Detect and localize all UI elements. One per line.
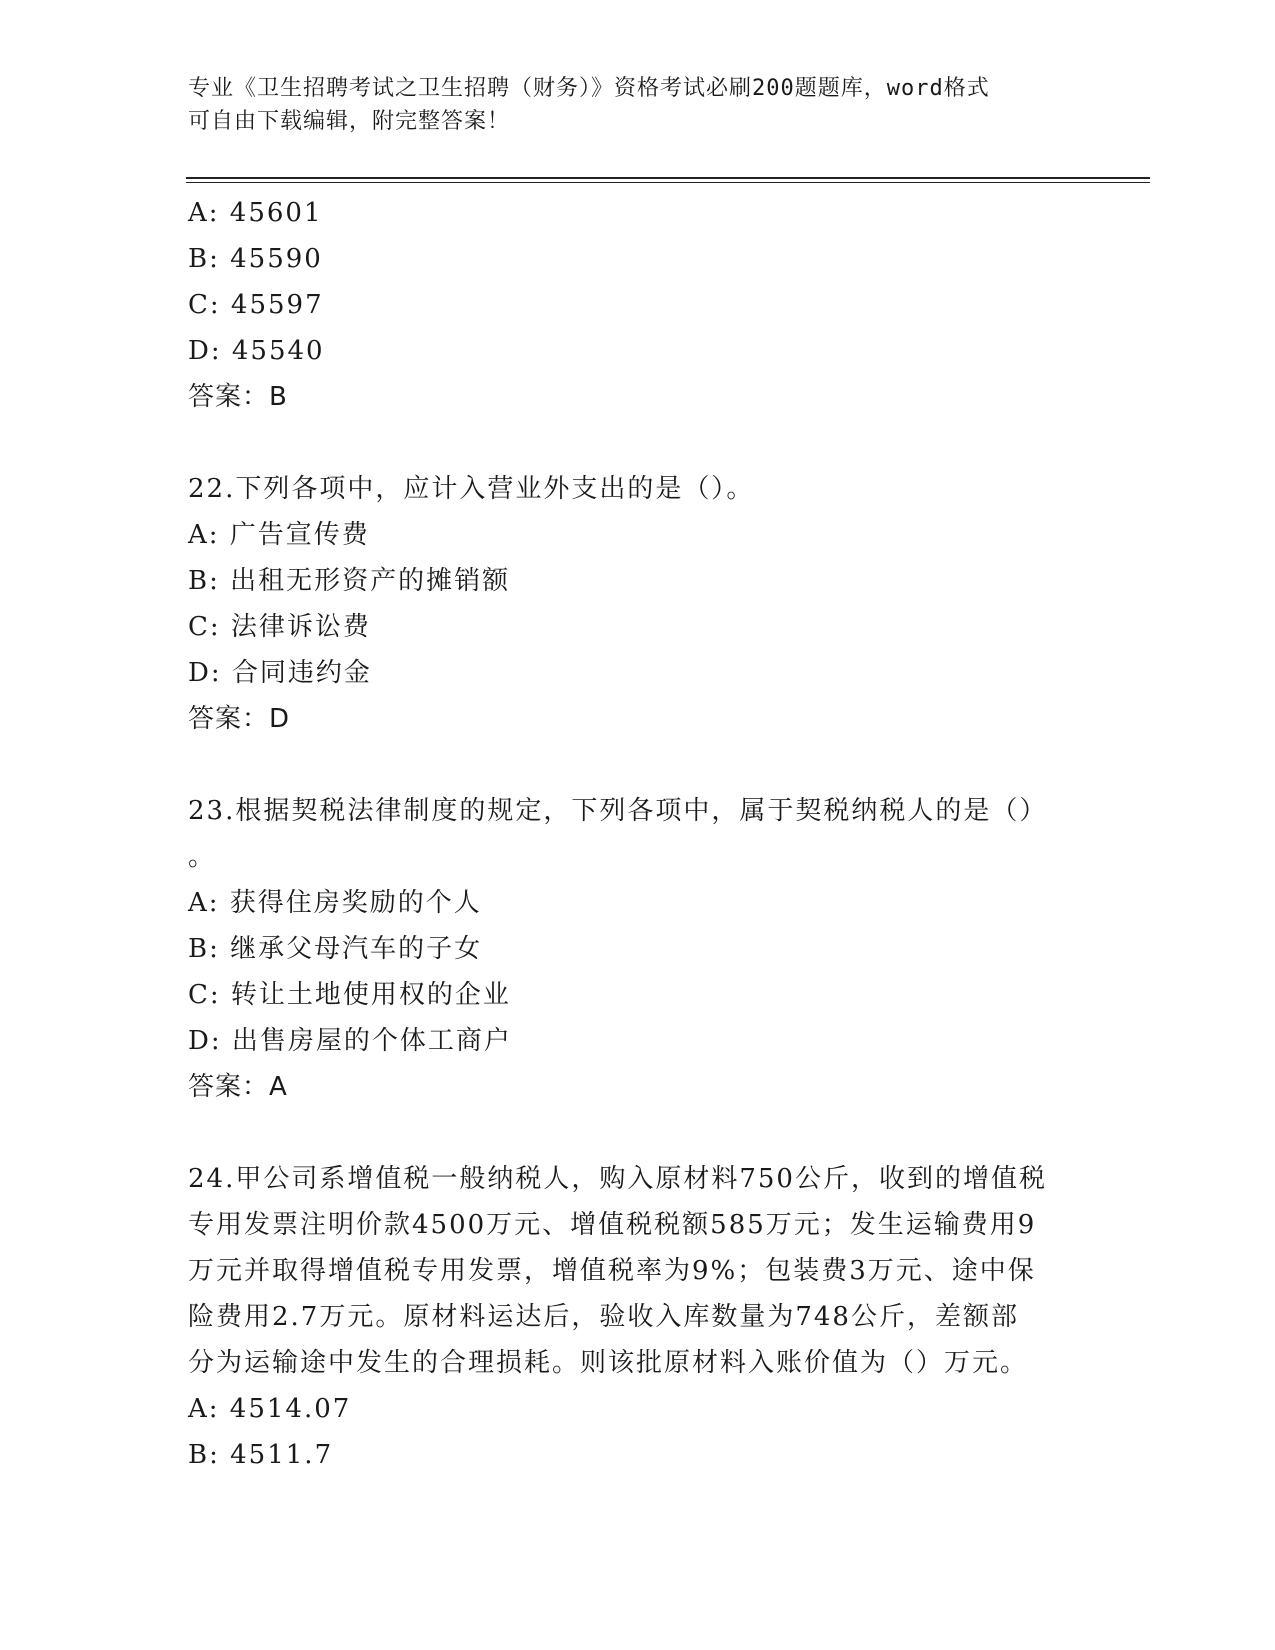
question-21	[188, 190, 1088, 420]
option-a: A: 获得住房奖励的个人	[188, 888, 482, 918]
question-stem-line-1: 23.根据契税法律制度的规定，下列各项中，属于契税纳税人的是（）	[188, 796, 1048, 826]
spacer	[188, 420, 1088, 466]
answer-line: 答案：A	[188, 1072, 288, 1102]
question-stem-line-4: 险费用2.7万元。原材料运达后，验收入库数量为748公斤，差额部	[188, 1302, 1019, 1332]
option-c: C: 法律诉讼费	[188, 612, 371, 642]
question-stem-line-1: 24.甲公司系增值税一般纳税人，购入原材料750公斤，收到的增值税	[188, 1164, 1047, 1194]
question-22	[188, 466, 1088, 742]
option-d: D: 出售房屋的个体工商户	[188, 1026, 512, 1056]
option-b: B: 继承父母汽车的子女	[188, 934, 483, 964]
option-b: B: 出租无形资产的摊销额	[188, 566, 511, 596]
document-header	[188, 72, 1068, 138]
header-divider-thin	[186, 182, 1150, 183]
question-list	[188, 190, 1088, 1478]
header-divider-thick	[186, 177, 1150, 179]
question-stem-line-3: 万元并取得增值税专用发票，增值税率为9%；包装费3万元、途中保	[188, 1256, 1036, 1286]
option-c: C: 45597	[188, 290, 324, 320]
spacer	[188, 742, 1088, 788]
option-a: A: 45601	[188, 198, 323, 228]
question-24	[188, 1156, 1088, 1478]
header-title-line-1: 专业《卫生招聘考试之卫生招聘（财务）》资格考试必刷200题题库，word格式	[188, 76, 990, 101]
option-b: B: 4511.7	[188, 1440, 334, 1470]
option-d: D: 合同违约金	[188, 658, 372, 688]
option-b: B: 45590	[188, 244, 323, 274]
answer-line: 答案：D	[188, 704, 291, 734]
option-a: A: 广告宣传费	[188, 520, 370, 550]
answer-line: 答案：B	[188, 382, 288, 412]
option-c: C: 转让土地使用权的企业	[188, 980, 511, 1010]
question-stem-line-2: 。	[188, 842, 217, 872]
header-title-line-2: 可自由下载编辑，附完整答案！	[188, 109, 511, 134]
question-stem-line-5: 分为运输途中发生的合理损耗。则该批原材料入账价值为（）万元。	[188, 1348, 1029, 1378]
spacer	[188, 1110, 1088, 1156]
option-a: A: 4514.07	[188, 1394, 352, 1424]
question-stem-line-2: 专用发票注明价款4500万元、增值税税额585万元；发生运输费用9	[188, 1210, 1037, 1240]
question-stem: 22.下列各项中，应计入营业外支出的是（）。	[188, 474, 755, 504]
option-d: D: 45540	[188, 336, 325, 366]
question-23	[188, 788, 1088, 1110]
